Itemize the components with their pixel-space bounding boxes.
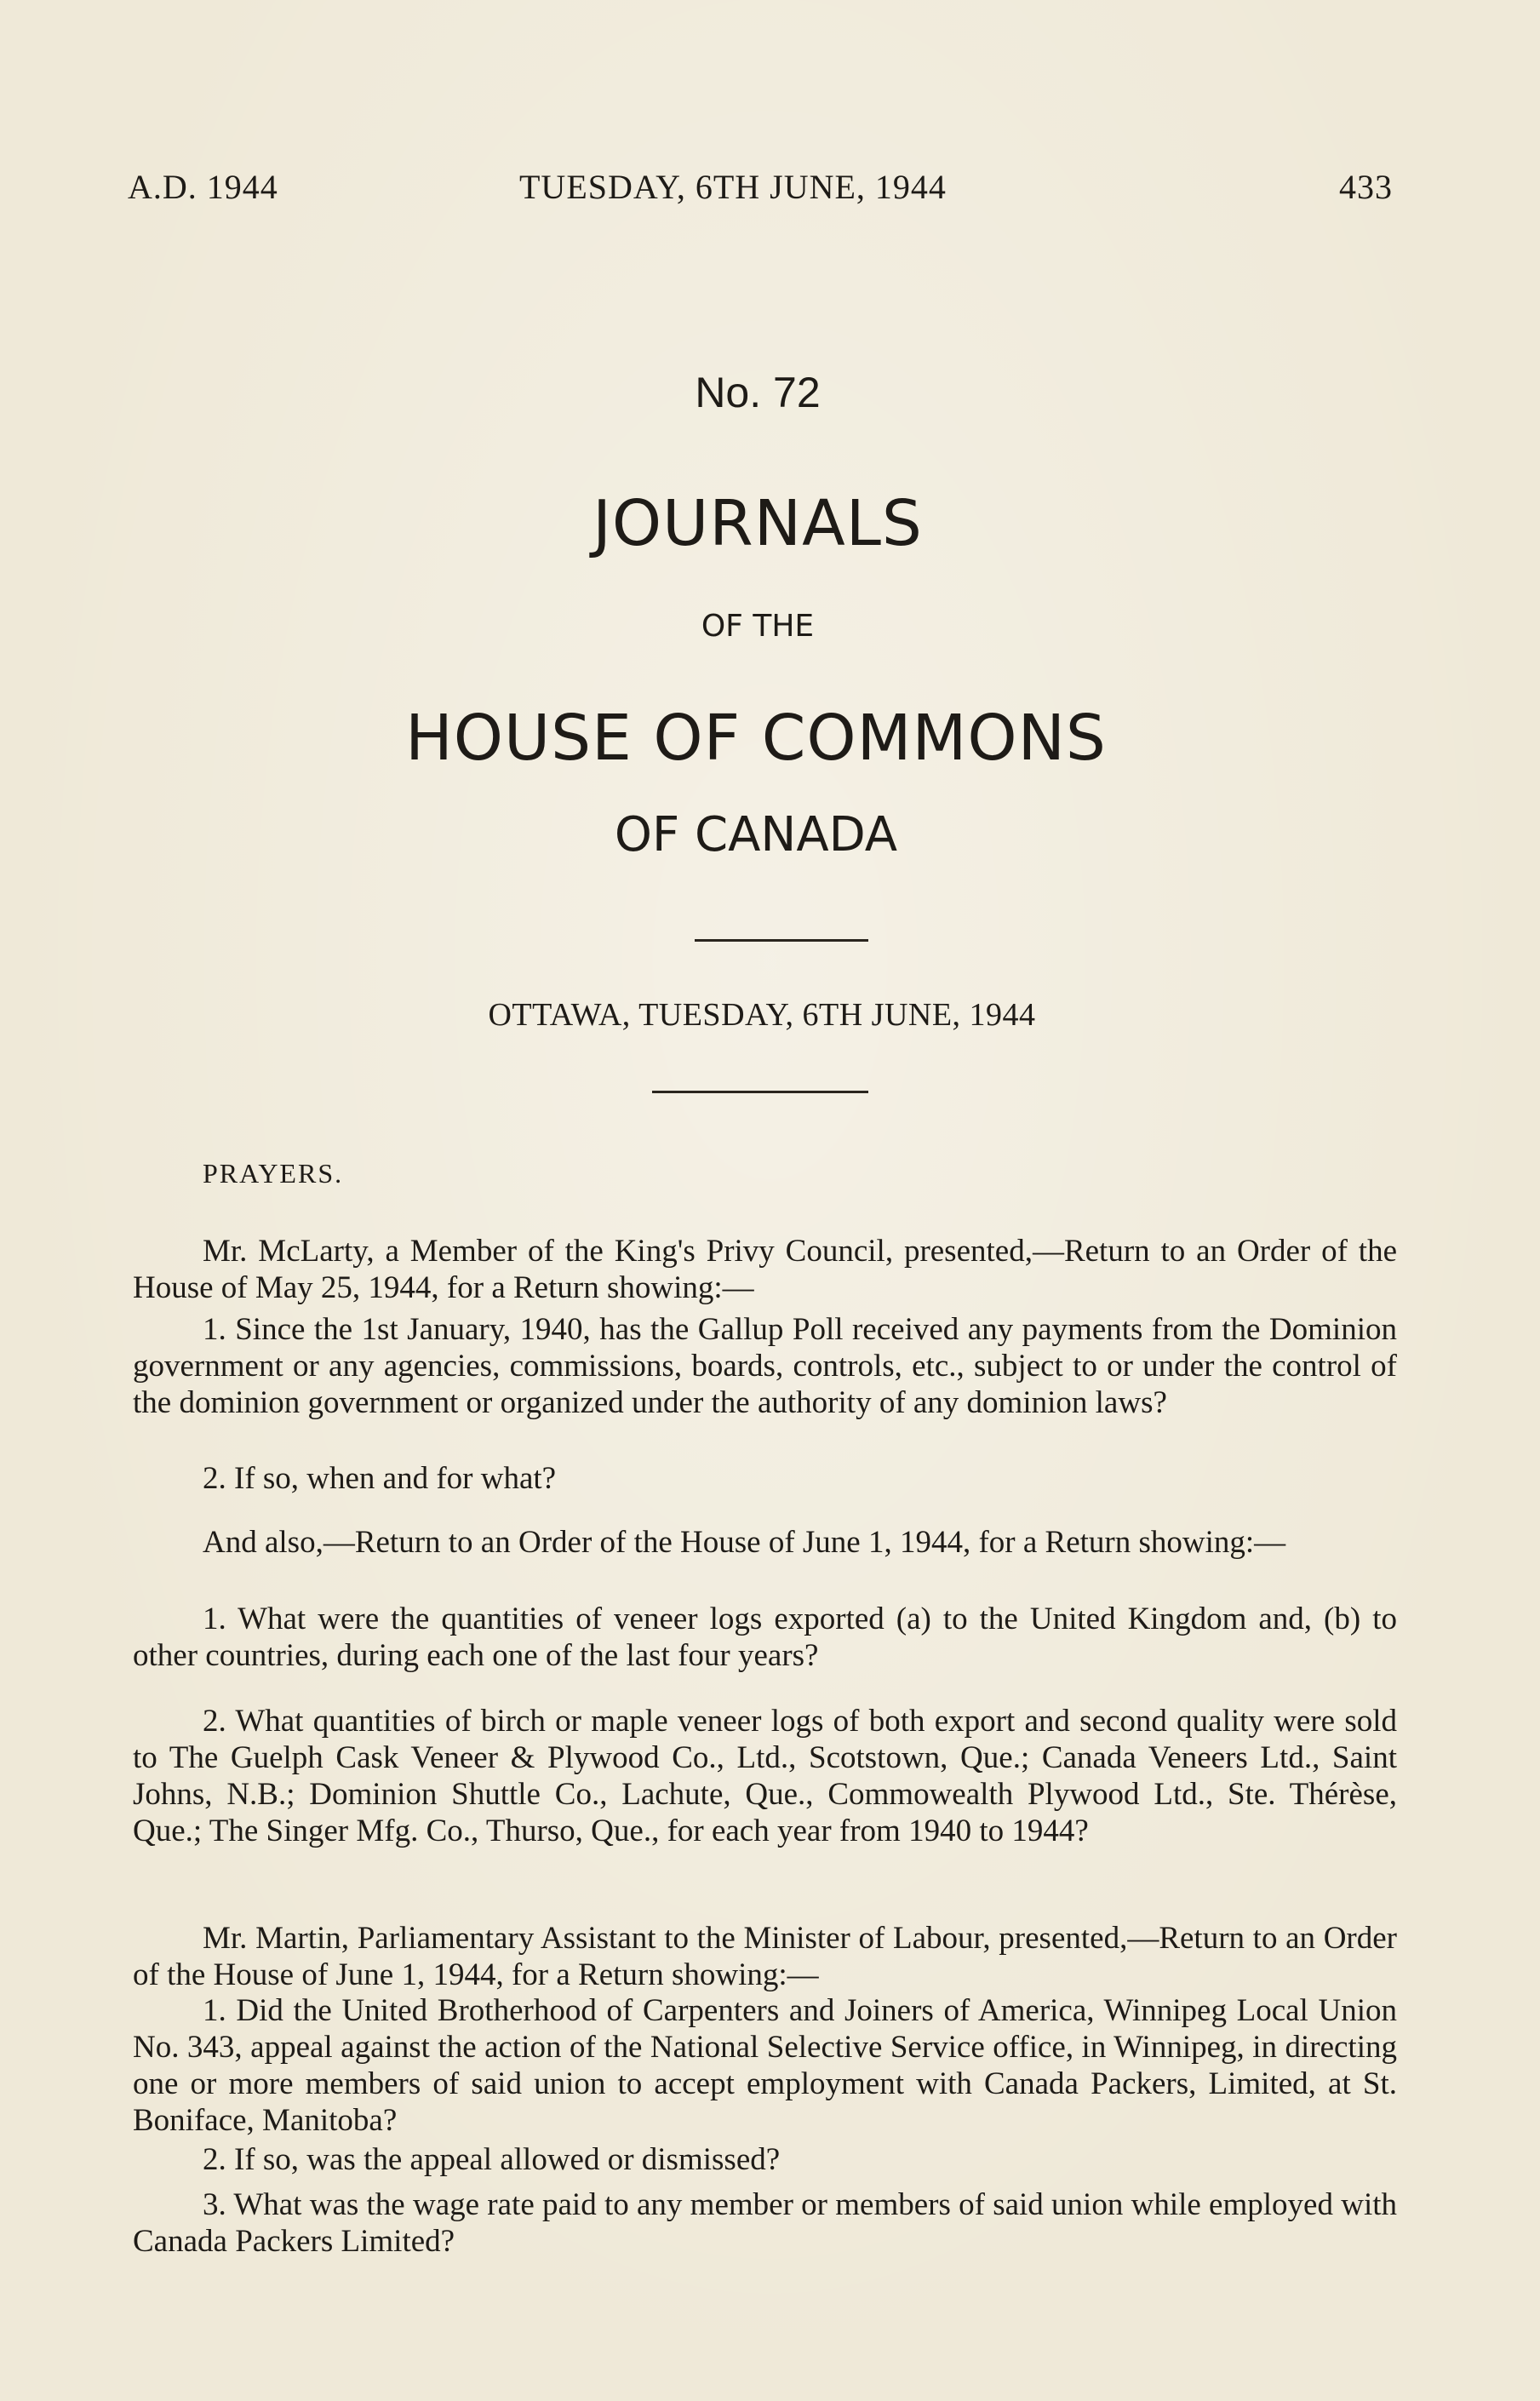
paragraph-question-1-veneer [133, 1601, 1397, 1674]
masthead-journals: JOURNALS [593, 487, 923, 560]
paragraph-text: 2. If so, was the appeal allowed or dismissed? [203, 2142, 781, 2177]
paragraph-text: Mr. McLarty, a Member of the King's Privy Council, presented,—Return to an Order of the House of May 25, 1944, for a Return showing:— [133, 1234, 1397, 1305]
divider-rule-bottom [652, 1091, 868, 1093]
paragraph-martin-return [133, 1920, 1397, 1993]
divider-rule-top [695, 939, 868, 942]
page-number: 433 [1339, 168, 1393, 206]
prayers-heading: PRAYERS. [203, 1158, 344, 1189]
dateline: OTTAWA, TUESDAY, 6TH JUNE, 1944 [488, 997, 1036, 1033]
paragraph-question-1-gallup [133, 1311, 1397, 1421]
paragraph-text: 2. What quantities of birch or maple veneer logs of both export and second quality were sold to The Guelph Cask Veneer & Plywood Co., Ltd., Scotstown, Que.; Canada Veneers Ltd., Saint Johns, N.B.; Dominion Shuttle Co., Lachute, Que., Commowealth Plywood Ltd., Ste. Thérèse, Que.; The Singer Mfg. Co., Thurso, Que., for each year from 1940 to 1944? [133, 1704, 1397, 1848]
paragraph-question-2-gallup [133, 1460, 1397, 1497]
paragraph-and-also-return [133, 1524, 1397, 1561]
running-head-year: A.D. 1944 [128, 168, 278, 206]
paragraph-question-2-veneer [133, 1703, 1397, 1849]
paragraph-text: 1. Did the United Brotherhood of Carpenters and Joiners of America, Winnipeg Local Union No. 343, appeal against the action of the National Selective Service office, in Winnipeg, in directing one or more members of said union to accept employment with Canada Packers, Limited, at St. Boniface, Manitoba? [133, 1993, 1397, 2138]
paragraph-text: 2. If so, when and for what? [203, 1461, 557, 1496]
paragraph-text: 1. Since the 1st January, 1940, has the Gallup Poll received any payments from the Dominion government or any agencies, commissions, boards, controls, etc., subject to or under the control of the dominion government or organized under the authority of any dominion laws? [133, 1312, 1397, 1420]
paragraph-question-3-wage [133, 2186, 1397, 2260]
running-head [128, 167, 1393, 209]
paragraph-text: 3. What was the wage rate paid to any member or members of said union while employed with Canada Packers Limited? [133, 2187, 1397, 2259]
paragraph-text: Mr. Martin, Parliamentary Assistant to the Minister of Labour, presented,—Return to an Order of the House of June 1, 1944, for a Return showing:— [133, 1921, 1397, 1992]
running-head-date: TUESDAY, 6TH JUNE, 1944 [519, 168, 947, 206]
paragraph-question-2-appeal [133, 2141, 1397, 2178]
masthead-house-of-commons: HOUSE OF COMMONS [405, 702, 1107, 775]
masthead-of-the: OF THE [701, 609, 815, 644]
paragraph-mclarty-return [133, 1233, 1397, 1306]
paragraph-question-1-carpenters [133, 1992, 1397, 2139]
paragraph-text: 1. What were the quantities of veneer logs exported (a) to the United Kingdom and, (b) to other countries, during each one of the last four years? [133, 1602, 1397, 1673]
journal-number: No. 72 [695, 369, 821, 416]
paragraph-text: And also,—Return to an Order of the House of June 1, 1944, for a Return showing:— [203, 1525, 1286, 1560]
masthead-of-canada: OF CANADA [614, 807, 898, 862]
